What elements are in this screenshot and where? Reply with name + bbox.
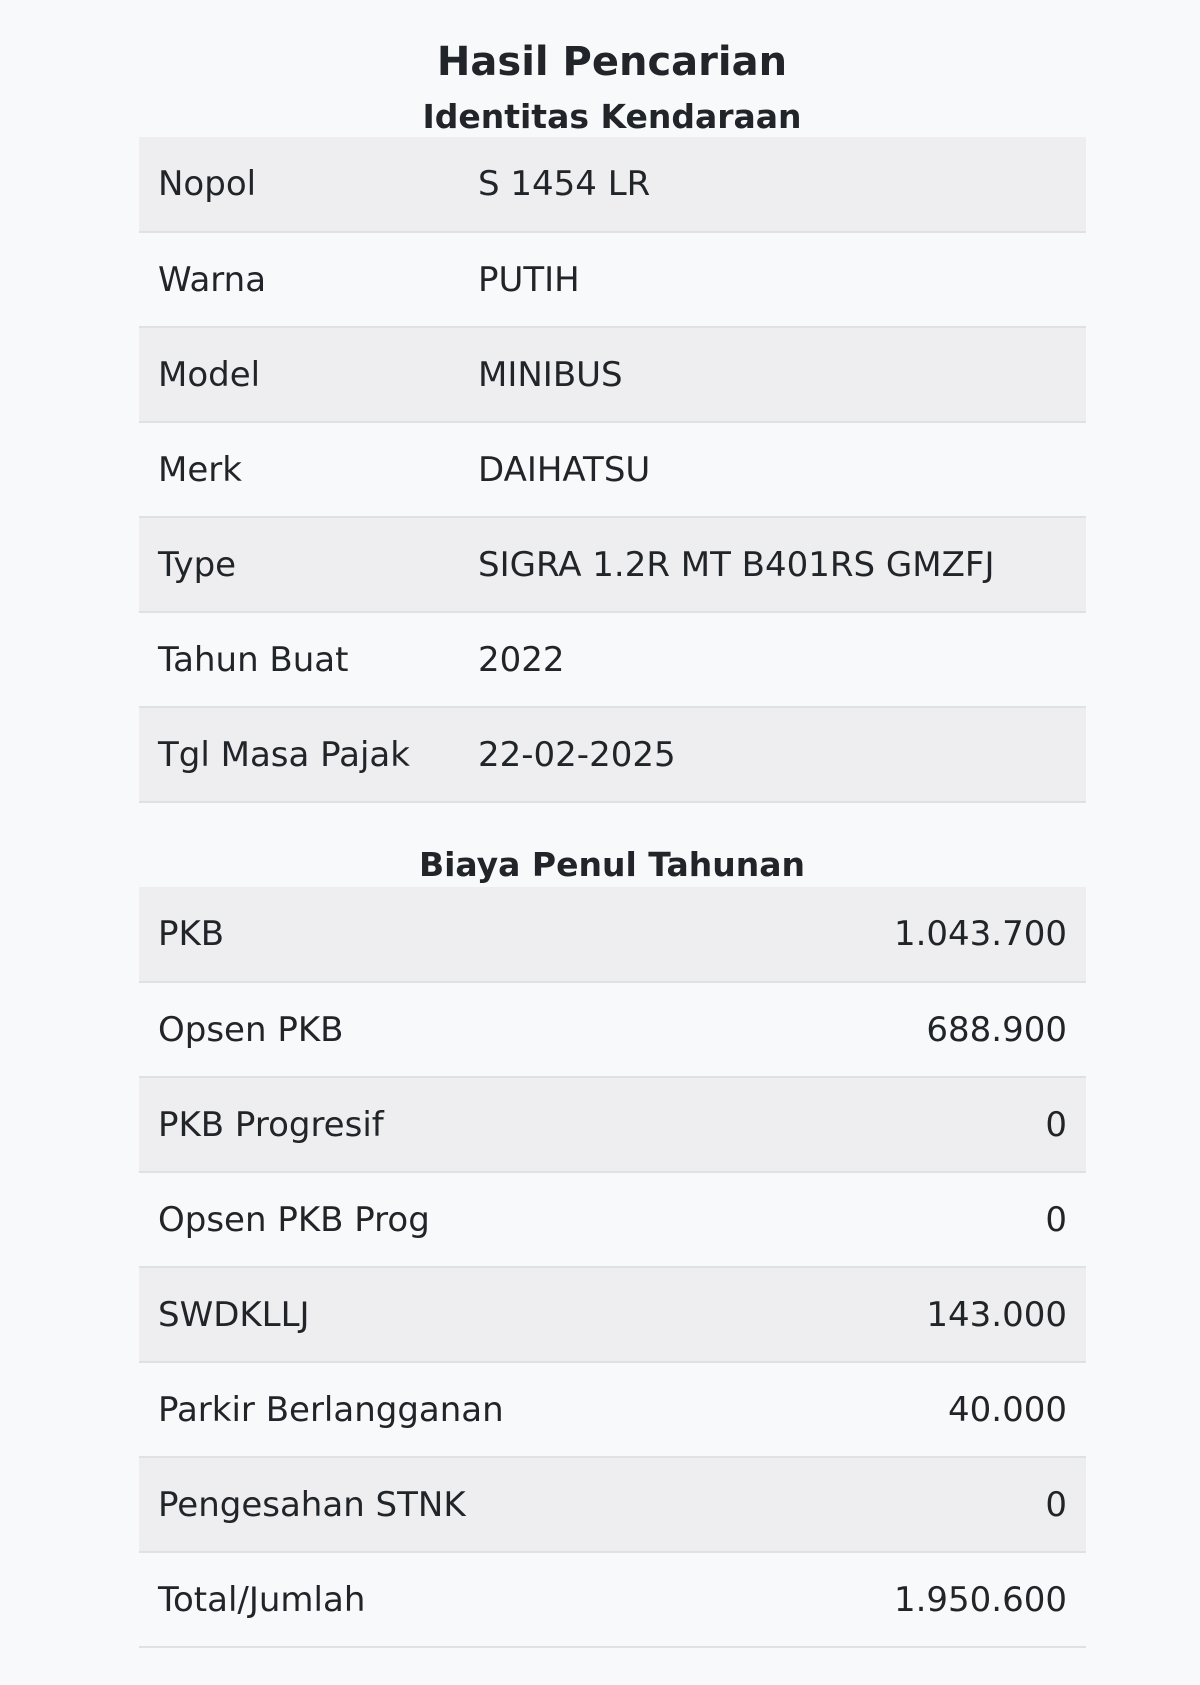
row-label: Tgl Masa Pajak: [158, 734, 410, 775]
row-value: 143.000: [926, 1294, 1067, 1335]
row-label: Parkir Berlangganan: [158, 1389, 504, 1430]
row-value: 1.950.600: [893, 1579, 1067, 1620]
table-row: [139, 982, 1086, 1077]
annual-fee-table: [139, 887, 1086, 1648]
table-row-total: [139, 1552, 1086, 1647]
row-value: 40.000: [948, 1389, 1067, 1430]
annual-fee-title: Biaya Penul Tahunan: [418, 845, 806, 884]
row-label: Total/Jumlah: [158, 1579, 366, 1620]
row-value: 0: [1045, 1199, 1067, 1240]
row-label: Merk: [158, 449, 242, 490]
table-row: [139, 612, 1086, 707]
row-value: 22-02-2025: [478, 734, 676, 775]
table-row: [139, 1457, 1086, 1552]
row-label: Opsen PKB Prog: [158, 1199, 430, 1240]
row-label: Type: [158, 544, 237, 585]
table-row: [139, 327, 1086, 422]
table-row: [139, 1172, 1086, 1267]
vehicle-identity-table: [139, 137, 1086, 803]
vehicle-identity-title: Identitas Kendaraan: [422, 97, 802, 136]
row-label: Tahun Buat: [158, 639, 349, 680]
row-label: Warna: [158, 259, 267, 300]
row-label: Pengesahan STNK: [158, 1484, 466, 1525]
table-row: [139, 1267, 1086, 1362]
row-value: PUTIH: [478, 259, 580, 300]
row-value: SIGRA 1.2R MT B401RS GMZFJ: [478, 544, 995, 585]
table-row: [139, 137, 1086, 232]
row-value: S 1454 LR: [478, 164, 651, 204]
table-row: [139, 422, 1086, 517]
row-value: 0: [1045, 1484, 1067, 1525]
table-row: [139, 707, 1086, 802]
row-value: 0: [1045, 1104, 1067, 1145]
row-label: Opsen PKB: [158, 1009, 344, 1050]
row-value: 1.043.700: [893, 914, 1067, 954]
row-label: Nopol: [158, 164, 257, 204]
table-row: [139, 1362, 1086, 1457]
row-label: PKB Progresif: [158, 1104, 384, 1145]
table-row: [139, 1077, 1086, 1172]
row-value: DAIHATSU: [478, 449, 651, 490]
row-label: SWDKLLJ: [158, 1294, 310, 1335]
row-value: 2022: [478, 639, 565, 680]
row-label: PKB: [158, 914, 225, 954]
row-label: Model: [158, 354, 261, 395]
table-row: [139, 887, 1086, 982]
row-value: MINIBUS: [478, 354, 623, 395]
row-value: 688.900: [926, 1009, 1067, 1050]
table-row: [139, 232, 1086, 327]
table-row: [139, 517, 1086, 612]
page-title: Hasil Pencarian: [436, 39, 788, 85]
